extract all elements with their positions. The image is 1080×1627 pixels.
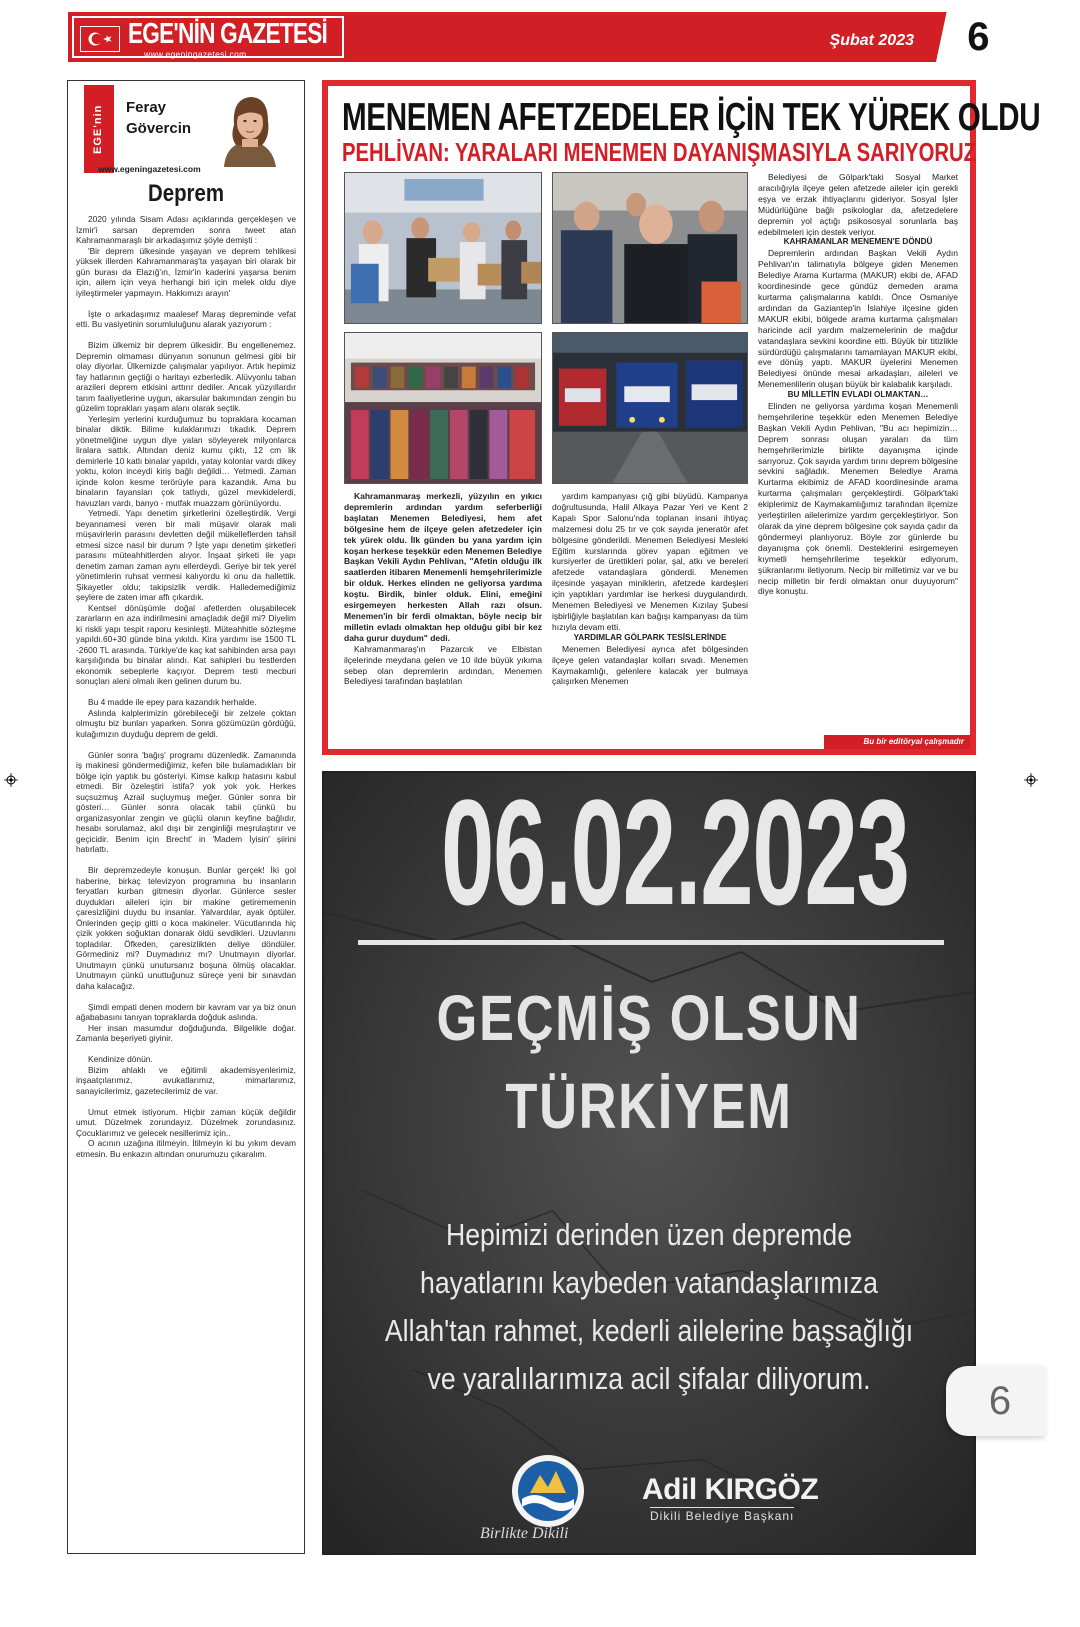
article-section-heading: BU MİLLETİN EVLADI OLMAKTAN… [787, 390, 929, 400]
column-paragraph: 'Bir deprem ülkesinde yaşayan ve deprem tehlikesi yüksek illerden Kahramanmaraş'ta yaşayan biri olarak bir gün burası da Elazığ'ın, İzmir'in kaderini yaşarsa benim için, ailem için veya herhangi biri için melek oldu diye iyileştirmeler yapmayın. Hakkımızı arayın' [76, 245, 296, 298]
mayor-name: Adil KIRGÖZ [642, 1473, 819, 1506]
ad-slogan: Birlikte Dikili [480, 1525, 569, 1542]
article-paragraph: Kahramanmaraş'ın Pazarcık ve Elbistan ilçelerinde meydana gelen ve 10 ilde büyük yıkıma sebep olan depremlerin ardından, Menemen Belediyesi tarafından başlatılan [344, 643, 542, 687]
column-paragraph: Bir depremzedeyle konuşun. Bunlar gerçek! İki gol haberine, birkaç televizyon programına bu insanların feryatları kurban gitmesin diyorlar. Günlerce sesler duydukları aileleri için bir makine getirememenin çaresizliğini duydu bu insanlar. Yalvardılar, ayak öptüler. Önlerinden geçip gitti o koca makineler. Vücutlarında hiç çizik yokken soğuktan donarak öldü sevdikleri. Uzuvlarını topladılar. Öfkeden, çaresizlikten deliye döndüler. Görmediniz mi? Duymadınız mı? Unutmayın diyorlar. Unutmayın çünkü unutursanız boşuna ölmüş olacaklar. Unutmayın çünkü unuttuğunuz süreçe yeni bir sınavdan daha kalacağız. [76, 865, 296, 991]
column-url[interactable]: www.egeningazetesi.com [98, 164, 201, 174]
article-paragraph: Depremlerin ardından Başkan Vekili Aydın Pehlivan'ın talimatıyla bölgeye giden Menemen Belediye Arama Kurtarma (MAKUR) ekibi de, AFAD koordinesinde gece gündüz demeden arama kurtarma çalışmalarına katıldı. Önce Osmaniye ardından da Gaziantep'in İslahiye ilçesine giden MAKUR ekibi, bölgede arama kurtarma çalışmaları haricinde acil yardım malzemelerinin de mağdur vatandaşlara sevkini koordine etti. Büyük bir titizlikle sürdürdüğü çalışmalarını tamamlayan MAKUR ekibi, eve dönüş yaptı. MAKUR üyelerini Menemen Belediyesi önünde mesai arkadaşları, aileleri ve Menemenlilerin oluşan büyük bir kalabalık karşıladı. [758, 248, 958, 390]
ad-message-line: Allah'tan rahmet, kederli ailelerine başsağlığı [384, 1313, 914, 1348]
photo-volunteers-boxes[interactable] [344, 172, 542, 324]
column-body [76, 214, 296, 1159]
mayor-title: Dikili Belediye Başkanı [650, 1509, 795, 1523]
article-column-2 [552, 491, 748, 687]
newspaper-title: EGE'NİN GAZETESİ [128, 18, 328, 50]
masthead [68, 12, 1010, 62]
column-paragraph: O acının uzağına itilmeyin. İtilmeyin ki bu yıkım devam etmesin. Bu enkazın altından onurumuzu çıkaralım. [76, 1138, 296, 1159]
article-headline: MENEMEN AFETZEDELER İÇİN TEK YÜREK OLDU [342, 96, 1041, 139]
article-paragraph: Belediyesi de Gölpark'taki Sosyal Market aracılığıyla ilçeye gelen afetzede aileler için gerekli eşya ve erzak ihtiyaçlarını gideriyor. Sosyal İşler Müdürlüğüne bağlı psikologlar da, afetzedelere depremin yol açtığı psikososyal sorunlarla baş edebilmeleri için destek veriyor. [758, 172, 958, 237]
ad-message-line: Hepimizi derinden üzen depremde [445, 1217, 853, 1252]
column-paragraph: Umut etmek istiyorum. Hiçbir zaman küçük değildir umut. Düzelmek zorundayız. Düzelmek zorundasınız. Çocuklarımız ve gelecek nesillerimiz için.. [76, 1106, 296, 1138]
turkish-flag-icon [80, 26, 120, 52]
newspaper-url[interactable]: www.egeningazetesi.com [144, 49, 247, 59]
author-first-name: Feray [126, 99, 167, 116]
page-number: 6 [967, 15, 990, 59]
ad-message [370, 1211, 929, 1403]
article-subheadline: PEHLİVAN: YARALARI MENEMEN DAYANIŞMASIYLA SARIYORUZ [342, 137, 977, 167]
author-last-name: Gövercin [126, 120, 192, 137]
municipality-seal [510, 1453, 586, 1529]
column-paragraph: Bizim ahlaklı ve eğitimli akademisyenlerimiz, inşaatçılarımız, avukatlarımız, mimarlarımız, sanayicilerimiz, gazetecilerimiz de var. [76, 1064, 296, 1096]
column-author [126, 97, 191, 139]
condolence-advertisement[interactable] [322, 771, 976, 1555]
page-indicator-number: 6 [988, 1379, 1012, 1423]
photo-clothing-racks[interactable] [344, 332, 542, 484]
ad-date: 06.02.2023 [441, 771, 909, 936]
ad-message-line: ve yaralılarımıza acil şifalar diliyorum. [427, 1361, 871, 1396]
column-header [74, 85, 298, 178]
article-section-heading: YARDIMLAR GÖLPARK TESİSLERİNDE [573, 632, 727, 642]
page-number-badge [936, 12, 1021, 62]
author-photo [206, 85, 292, 167]
column-paragraph: Kentsel dönüşümle doğal afetlerden oluşabilecek zararların en aza indirilmesini amaçladık değil mi? Diyelim ki riskli yapı tespit raporu kesinleşti. Müteahhitle sözleşme yapıldı.60+30 günde bina yıkıldı. Kira yardımı ise 1500 TL -2600 TL arasında. Türkiye'de kaç kat sahibinden arsa payı karşılığında bu binalar alındı. Kat sahipleri bu testlerden ekonomik sebeplerle kaçıyor. Deprem testi mecburi sonuçları aleni olmalı iken gelinen durum bu. [76, 602, 296, 686]
column-title: Deprem [148, 180, 224, 207]
article-section-heading: KAHRAMANLAR MENEMEN'E DÖNDÜ [783, 237, 933, 247]
article-paragraph: yardım kampanyası çığ gibi büyüdü. Kampanya doğrultusunda, Halil Alkaya Pazar Yeri ve Kent 2 Kapalı Spor Salonu'nda toplanan insani ihtiyaç malzemesi dolu 25 tır ve çok sayıda jeneratör afet bölgesine gönderildi. Menemen Belediyesi Mesleki Eğitim kurslarında görev yapan eğitmen ve kursiyerler de ürettikleri polar, şal, atkı ve bereleri afetzede vatandaşlara gönderdi. Menemen ilçesinde yaşayan miniklerin, afetzede kardeşleri için yaptıkları yardımlar ise herkesi duygulandırdı. Menemen Belediyesi ve Menemen Kızılay Şubesi işbirliğiyle başlatılan kan bağışı kampanyası da tüm hızıyla devam etti. [552, 491, 748, 632]
photo-aid-trucks[interactable] [552, 332, 748, 484]
column-paragraph: Kendinize dönün. [88, 1054, 153, 1064]
ad-divider [358, 940, 944, 945]
column-paragraph: Bizim ülkemiz bir deprem ülkesidir. Bu engellenemez. Depremin olmaması dünyanın sonunun gelmesi gibi bir olay diyorlar. Ülkemizde çalışmalar yapılıyor. Artık hepimiz fay hatlarının geçtiği o haritayı ezberledik. Alüvyonlu taban arazileri deprem etkisini arttırır dediler. Ancak yüzyıllardır tarım faaliyetlerine uygun, akarsular bakımından zengin bu güzelim toprakları yaşam alanı olarak seçtik. [76, 340, 296, 413]
article-paragraph: Elinden ne geliyorsa yardıma koşan Menemenli hemşehrilerine teşekkür eden Menemen Belediye Başkan Vekili Aydın Pehlivan, "Bu acı hepimizin… Deprem sonrası oluşan yaraları da tüm hemşehrilerimizle birlikte dayanışma içinde sarıyoruz. Çok sayıda yardım tırını deprem bölgesine sevkini sağladık. Menemen Belediye Arama Kurtarma ekibimiz de AFAD koordinesinde arama kurtarma çalışmaları gerçekleştirdi. Gölpark'taki ekiplerimiz de Kaymakamlığımız tarafından ilçemize yerleştirilen ailelerimize yardım gerçekleştiriyor. Son olarak da yine deprem bölgesine çok sayıda çadır da göndermeyi planlıyoruz. Böyle zor günlerde bu dayanışma çok önemli. Desteklerini esirgemeyen kıymetli hemşehrilerime teşekkür ediyorum, şükranlarımı iletiyorum. Necip bir milletimiz var ve bu necip milletin bir ferdi olmaktan onur duyuyorum" diye konuştu. [758, 401, 958, 597]
news-article [322, 80, 1041, 755]
column-paragraph: Her insan masumdur doğduğunda. Bilgelikle doğar. Zamanla beşeriyeti giyinir. [76, 1022, 296, 1043]
photo-officials-crowd[interactable] [552, 172, 748, 324]
ad-message-line: hayatlarını kaybeden vatandaşlarımıza [420, 1265, 878, 1300]
page-indicator-tab[interactable] [946, 1366, 1046, 1436]
opinion-column [67, 80, 305, 1554]
newspaper-logo[interactable] [72, 16, 344, 58]
ad-heading-line-2: TÜRKİYEM [505, 1070, 793, 1142]
ad-heading-line-1: GEÇMİŞ OLSUN [436, 982, 862, 1054]
issue-date: Şubat 2023 [829, 32, 914, 49]
column-paragraph: İşte o arkadaşımız maalesef Maraş depreminde vefat etti. Bu vasiyetinin sorumluluğunu alarak yazıyorum : [76, 308, 296, 329]
column-paragraph: Şimdi empati denen modern bir kavram var ya biz onun ağababasını tanıyan topraklarda doğduk aslında. [76, 1001, 296, 1022]
article-column-1 [344, 491, 542, 687]
article-lead [344, 491, 542, 644]
article-column-3 [758, 172, 958, 597]
editorial-note: Bu bir editöryal çalışmadır [824, 735, 970, 749]
column-paragraph: Yetmedi. Yapı denetim şirketlerini özelleştirdik. Vergi beyannamesi veren bir mali müşavir olarak mali müşavirlerin parasını devletten değil mükelleflerden tahsil etmesi sizce nasıl bir durum ? İşte yapı denetim şirketleri parasını müteahhitlerden alıyor. İnşaat şirketi ile yapı denetim zaman zaman aynı ellerdeydi. Geriye bir tek yerel yönetimlerin ruhsat vermesi kalıyordu ki onu da hallettik. Şikayetler oldu; takipsizlik verdik. Halledemediğimiz şeylere de zaten imar affı çıkardık. [76, 508, 296, 602]
article-paragraph: Menemen Belediyesi ayrıca afet bölgesinden ilçeye gelen vatandaşlar kolları sıvadı. Menemen Kaymakamlığı, gelenlere kalacak yer bulmaya çalışırken Menemen [552, 643, 748, 687]
registration-mark-icon [1024, 773, 1038, 787]
article-lead-text: Kahramanmaraş merkezli, yüzyılın en yıkıcı depremlerin ardından yardım seferberliği başlatan Menemen Belediyesi, hem afet bölgesine hem de ilçeye gelen afetzedeler için tek yürek oldu. İlk günden bu yana yardım için koşan herkese teşekkür eden Menemen Belediye Başkan Vekili Aydın Pehlivan, "Afetin olduğu ilk saatlerden itibaren Menemenli hemşehrilerimizle bir olduk. Herkes elinden ne geliyorsa yardıma koştu. Birdik, binler olduk. Elini, emeğini esirgemeyen herkesten Allah razı olsun. Menemen'in bir ferdi olmaktan, böyle necip bir milletin evladı olmaktan hep olduğu gibi bir kez daha gurur duydum" dedi. [344, 491, 542, 643]
column-logo: EGE'nin GAZETESİ [84, 85, 114, 173]
column-paragraph: Bu 4 madde ile epey para kazandık herhalde. [88, 697, 257, 707]
column-paragraph: Yerleşim yerlerini kurduğumuz bu topraklara kocaman binalar diktik. Bilime kulaklarımızı tıkadık. Deprem yönetmeliğine uygun diye yalan söyleyerek milyonlarca liralara sattık. Altından deniz kumu çıktı, 12 cm lik demirlerle 10 katlı binalar yapıldı, yatay kolonlar vardı dikey yoktu, kolon inceydi kiriş bağlı değildi… Yetmedi. Zaman içinde kolon kesme terörüyle para kazandık. Ama bu binaların fayansları çok tatlıydı, güzel mevkidelerdi, havuzları vardı, banyo - mutfak muazzam görünüyordu. [76, 413, 296, 508]
column-paragraph: Aslında kalplerimizin görebileceği bir zelzele çoktan olmuştu biz bunları yaparken. Sonra gözümüzün gördüğü, kulağımızın duyduğu deprem de geldi. [76, 707, 296, 739]
column-paragraph: 2020 yılında Sisam Adası açıklarında gerçekleşen ve İzmir'i sarsan depremden sonra tweet atan Kahramanmaraşlı bir arkadaşımız şöyle demişti : [76, 214, 296, 245]
column-paragraph: Günler sonra 'bağış' programı düzenledik. Zamanında iş makinesi göndermediğimiz, kefen bile bulamadıkları bir bölge için yaptık bu gösteriyi. Kimse kalkıp hatasını kabul etmedi. Bir özeleştiri istifa? yok yok yok. Herkes suçsuzmuş Azrail suçluymuş meğer. Günler sonra bir gösteri… Günler sonra olacak tabii çünkü bu organizasyonlar zengin ve güçlü olanın keyfine bağlıdır, hesabı sorulamaz, akıl dışı bir zenginliği meşrulaştırır ve geçicidir. Benim için Brecht' in 'Madem İyisin' şiirini hatırlattı. [76, 749, 296, 854]
registration-mark-icon [4, 773, 18, 787]
